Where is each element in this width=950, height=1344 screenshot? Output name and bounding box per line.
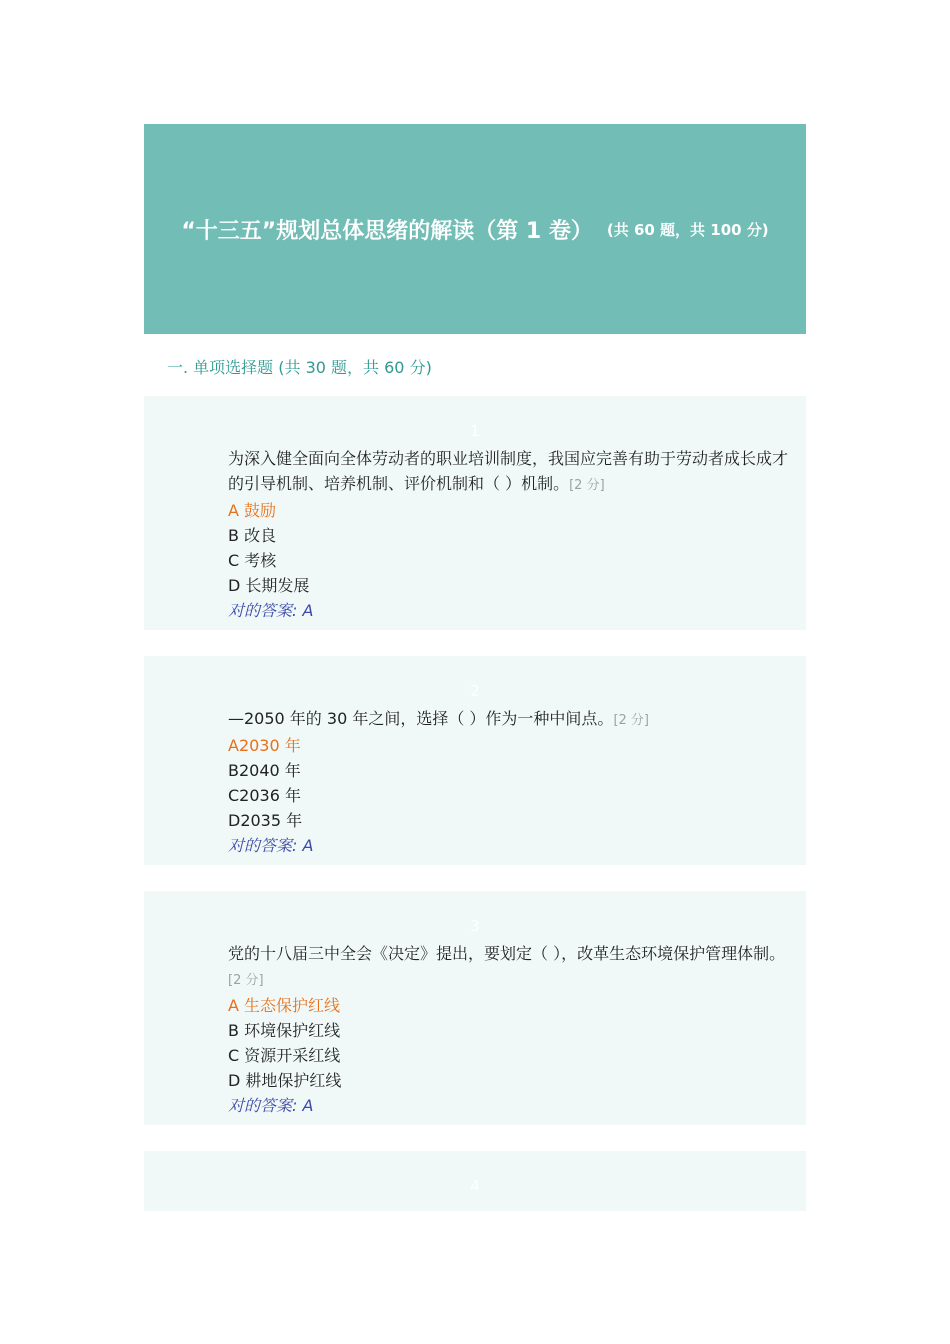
question-stem bbox=[228, 446, 788, 498]
option-a[interactable]: A 生态保护红线 bbox=[228, 996, 341, 1015]
question-points: [2 分] bbox=[613, 713, 649, 728]
correct-answer: 对的答案: A bbox=[228, 1096, 314, 1115]
option-c[interactable]: C2036 年 bbox=[228, 786, 301, 805]
question-points: [2 分] bbox=[228, 973, 264, 988]
header-banner bbox=[144, 124, 806, 334]
exam-meta: (共 60 题，共 100 分) bbox=[606, 220, 769, 239]
question-stem bbox=[228, 706, 788, 733]
option-b[interactable]: B2040 年 bbox=[228, 761, 301, 780]
section-title: 一. 单项选择题 (共 30 题，共 60 分) bbox=[167, 358, 432, 377]
question-number: 1 bbox=[470, 422, 480, 440]
question-card-2 bbox=[144, 656, 806, 865]
page-title: “十三五”规划总体思绪的解读（第 1 卷） bbox=[181, 218, 593, 244]
question-text: —2050 年的 30 年之间，选择（ ）作为一种中间点。 bbox=[228, 709, 614, 728]
question-body bbox=[228, 706, 788, 858]
question-text: 党的十八届三中全会《决定》提出，要划定（ ），改革生态环境保护管理体制。 bbox=[228, 944, 786, 963]
question-card-4 bbox=[144, 1151, 806, 1211]
question-body bbox=[228, 941, 788, 1118]
question-card-3 bbox=[144, 891, 806, 1125]
option-b[interactable]: B 环境保护红线 bbox=[228, 1021, 341, 1040]
correct-answer: 对的答案: A bbox=[228, 836, 314, 855]
correct-answer: 对的答案: A bbox=[228, 601, 314, 620]
question-number: 3 bbox=[470, 917, 480, 935]
option-d[interactable]: D 长期发展 bbox=[228, 576, 310, 595]
option-c[interactable]: C 资源开采红线 bbox=[228, 1046, 341, 1065]
option-b[interactable]: B 改良 bbox=[228, 526, 277, 545]
question-body bbox=[228, 446, 788, 623]
option-d[interactable]: D 耕地保护红线 bbox=[228, 1071, 342, 1090]
question-stem bbox=[228, 941, 788, 993]
question-points: [2 分] bbox=[569, 478, 605, 493]
option-a[interactable]: A 鼓励 bbox=[228, 501, 277, 520]
question-number: 4 bbox=[470, 1177, 480, 1195]
question-card-1 bbox=[144, 396, 806, 630]
option-a[interactable]: A2030 年 bbox=[228, 736, 301, 755]
question-number: 2 bbox=[470, 682, 480, 700]
option-d[interactable]: D2035 年 bbox=[228, 811, 303, 830]
option-c[interactable]: C 考核 bbox=[228, 551, 277, 570]
question-text: 为深入健全面向全体劳动者的职业培训制度，我国应完善有助于劳动者成长成才的引导机制、培养机制、评价机制和（ ）机制。 bbox=[228, 449, 789, 493]
